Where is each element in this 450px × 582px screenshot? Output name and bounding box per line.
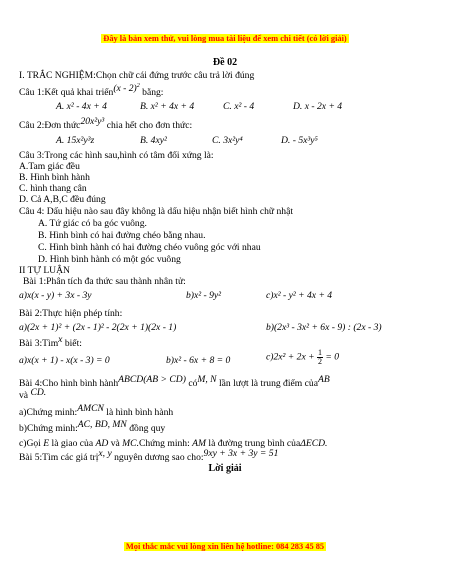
b1-stem: Bài 1:Phân tích đa thức sau thành nhân tử: [23, 276, 186, 287]
q1-option-d[interactable]: D. x - 2x + 4 [293, 101, 343, 112]
fraction-one-half: $\frac{1}{2}$ [318, 348, 322, 366]
q3-option-b[interactable]: B. Hình bình hành [19, 172, 90, 183]
q1-expr: (x - 2)$^2$ [113, 83, 140, 94]
part1-heading: I. TRẮC NGHIỆM:Chọn chữ cái đứng trước câu trả lời đúng [19, 70, 255, 81]
b3-item-b: b)x² - 6x + 8 = 0 [166, 355, 231, 366]
q2-stem: Câu 2:Đơn thức20x²y³ chia hết cho đơn thức: [19, 116, 193, 131]
footer-banner: Mọi thắc mắc vui lòng xin liên hệ hotline: 084 283 45 85 [125, 542, 325, 551]
q2-option-a[interactable]: A. 15x²y³z [56, 135, 95, 146]
b5-stem: Bài 5:Tìm các giá trịx, y nguyên dương sao cho:9xy + 3x + 3y = 51 [19, 448, 279, 463]
b3-item-a: a)x(x + 1) - x(x - 3) = 0 [19, 355, 110, 366]
b2-item-a: a)(2x + 1)² + (2x - 1)² - 2(2x + 1)(2x - 1) [19, 322, 177, 333]
b3-stem: Bài 3:Tìmx biết: [19, 334, 82, 349]
q3-option-c[interactable]: C. hình thang cân [19, 183, 87, 194]
b1-item-a: a)x(x - y) + 3x - 3y [19, 290, 92, 301]
q1-option-c[interactable]: C. x² - 4 [223, 101, 255, 112]
q2-expr: 20x²y³ [80, 116, 105, 127]
q4-option-a[interactable]: A. Tứ giác có ba góc vuông. [38, 218, 147, 229]
header-banner-wrap [0, 28, 450, 46]
b2-item-b: b)(2x³ - 3x² + 6x - 9) : (2x - 3) [266, 322, 382, 333]
b4-line1: Bài 4:Cho hình bình hànhABCD(AB > CD) cóM, N lần lượt là trung điểm củaAB [19, 374, 330, 389]
q1-option-b[interactable]: B. x² + 4x + 4 [140, 101, 195, 112]
q2-option-d[interactable]: D. - 5x³y⁵ [281, 135, 318, 146]
q4-stem: Câu 4: Dấu hiệu nào sau đây không là dấu hiệu nhận biết hình chữ nhật [19, 206, 294, 217]
q1-prefix: Câu 1:Kết quả khai triển [19, 87, 114, 98]
q2-option-c[interactable]: C. 3x²y⁴ [212, 135, 243, 146]
q1-option-a[interactable]: A. x² - 4x + 4 [56, 101, 107, 112]
footer-banner-wrap [0, 536, 450, 554]
q1-suffix: bằng: [142, 87, 164, 98]
b4-line2: và CD. [19, 387, 47, 401]
q4-option-b[interactable]: B. Hình bình có hai đường chéo bằng nhau. [38, 230, 206, 241]
b1-item-b: b)x² - 9y² [186, 290, 222, 301]
b2-stem: Bài 2:Thực hiện phép tính: [19, 308, 123, 319]
answer-heading: Lời giải [208, 463, 242, 474]
q3-option-a[interactable]: A.Tam giác đều [19, 161, 80, 172]
part2-heading: II TỰ LUẬN [19, 265, 70, 276]
b4-item-c: c)Gọi E là giao của AD và MC.Chứng minh: AM là đường trung bình củaΔECD. [19, 438, 328, 449]
b4-item-b: b)Chứng minh:AC, BD, MN đồng quy [19, 419, 166, 434]
header-banner: Đây là bản xem thử, vui lòng mua tài liệu để xem chi tiết (có lời giải) [103, 34, 347, 43]
b3-item-c: c)2x² + 2x + $\frac{1}{2}$ = 0 [266, 348, 340, 366]
q3-stem: Câu 3:Trong các hình sau,hình có tâm đối xứng là: [19, 150, 214, 161]
q4-option-d[interactable]: D. Hình bình hành có một góc vuông [38, 254, 181, 265]
b1-item-c: c)x² - y² + 4x + 4 [266, 290, 333, 301]
q3-option-d[interactable]: D. Cả A,B,C đều đúng [19, 194, 106, 205]
page-title: Đề 02 [212, 57, 238, 68]
q4-option-c[interactable]: C. Hình bình hành có hai đường chéo vuông góc với nhau [38, 242, 261, 253]
q2-option-b[interactable]: B. 4xy² [140, 135, 167, 146]
b4-item-a: a)Chứng minh:AMCN là hình bình hành [19, 403, 174, 418]
q1-stem [19, 83, 164, 98]
